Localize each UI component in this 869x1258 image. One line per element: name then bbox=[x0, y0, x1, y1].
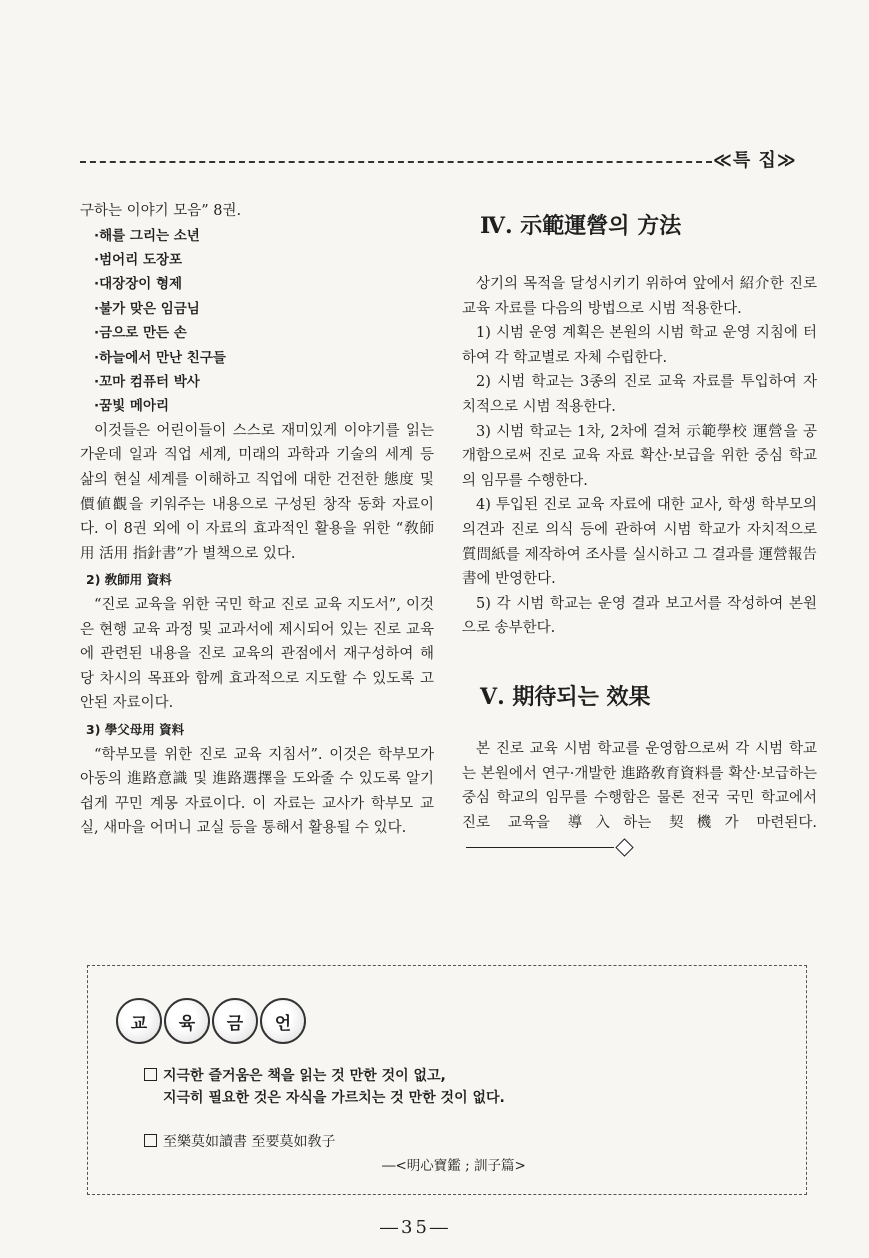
list-item: ·대장장이 형제 bbox=[94, 276, 183, 293]
list-item: ·꼬마 컴퓨터 박사 bbox=[94, 374, 200, 391]
paragraph: 상기의 목적을 달성시키기 위하여 앞에서 紹介한 진로 교육 자료를 다음의 방법으로 시범 적용한다. bbox=[462, 276, 817, 317]
bubble-2: 육 bbox=[164, 998, 210, 1044]
bubble-4: 언 bbox=[260, 998, 306, 1044]
paragraph: “진로 교육을 위한 국민 학교 진로 교육 지도서”, 이것은 현행 교육 과정 및 교과서에 제시되어 있는 진로 교육에 관련된 내용을 진로 교육의 관점에서 재구성하여 해당 차시의 목표와 함께 효과적으로 지도할 수 있도록 고안된 자료이다. bbox=[80, 597, 434, 712]
korean-quote bbox=[144, 1065, 505, 1109]
section-title-5: Ⅴ. 期待되는 效果 bbox=[480, 683, 651, 710]
subheading-parent: 3) 學父母用 資料 bbox=[86, 721, 185, 737]
list-item: ·금으로 만든 손 bbox=[94, 325, 187, 342]
quote-line-1: 지극한 즐거움은 책을 읽는 것 만한 것이 없고, bbox=[163, 1068, 446, 1084]
header-dashed-rule bbox=[80, 161, 712, 163]
list-item: ·하늘에서 만난 친구들 bbox=[94, 349, 226, 366]
section-label: ≪특 집≫ bbox=[713, 150, 797, 171]
page-number: ―35― bbox=[380, 1217, 451, 1238]
bubble-1: 교 bbox=[116, 998, 162, 1044]
hanja-text: 至樂莫如讀書 至要莫如敎子 bbox=[163, 1134, 336, 1150]
end-diamond-icon bbox=[615, 838, 633, 856]
paragraph bbox=[462, 737, 817, 860]
list-item: 5) 각 시범 학교는 운영 결과 보고서를 작성하여 본원으로 송부한다. bbox=[462, 595, 817, 637]
paragraph: “학부모를 위한 진로 교육 지침서”. 이것은 학부모가 아동의 進路意識 및 進路選擇을 도와줄 수 있도록 알기 쉽게 꾸민 계몽 자료이다. 이 자료는 교사가 학부모 교실, 새마을 어머니 교실 등을 통해서 활용될 수 있다. bbox=[80, 746, 434, 837]
list-item: 4) 투입된 진로 교육 자료에 대한 교사, 학생 학부모의 의견과 진로 의식 등에 관하여 시범 학교가 자치적으로 質問紙를 제작하여 조사를 실시하고 그 결과를 運營報告書에 반영한다. bbox=[462, 497, 817, 588]
list-item: 3) 시범 학교는 1차, 2차에 걸쳐 示範學校 運營을 공개함으로써 진로 교육 자료 확산·보급을 위한 중심 학교의 임무를 수행한다. bbox=[462, 423, 817, 489]
left-column bbox=[80, 199, 434, 841]
bubble-row bbox=[116, 998, 308, 1044]
quote-line-2: 지극히 필요한 것은 자식을 가르치는 것 만한 것이 없다. bbox=[163, 1090, 505, 1106]
list-item: ·꿈빛 메아리 bbox=[94, 398, 170, 415]
intro-line: 구하는 이야기 모음” 8권. bbox=[80, 203, 242, 219]
list-item: 1) 시범 운영 계획은 본원의 시범 학교 운영 지침에 터하여 각 학교별로 자체 수립한다. bbox=[462, 325, 817, 366]
paragraph-text: 본 진로 교육 시범 학교를 운영함으로써 각 시범 학교는 본원에서 연구·개발한 進路敎育資料를 확산·보급하는 중심 학교의 임무를 수행함은 물론 전국 국민 학교에서 진로 교육을 導入하는 契機가 마련된다. bbox=[462, 740, 817, 831]
end-rule bbox=[466, 847, 614, 848]
hanja-quote bbox=[144, 1131, 335, 1153]
list-item: ·해를 그리는 소년 bbox=[94, 227, 200, 244]
paragraph: 이것들은 어린이들이 스스로 재미있게 이야기를 읽는 가운데 일과 직업 세계, 미래의 과학과 기술의 세계 등 삶의 현실 세계를 이해하고 직업에 대한 건전한 態度 및 價値觀을 키워주는 내용으로 구성된 창작 동화 자료이다. 이 8권 외에 이 자료의 효과적인 활용을 위한 “敎師用 活用 指針書”가 별책으로 있다. bbox=[80, 422, 434, 562]
right-column bbox=[462, 212, 817, 860]
section-title-4: Ⅳ. 示範運營의 方法 bbox=[480, 213, 682, 239]
subheading-teacher: 2) 敎師用 資料 bbox=[86, 572, 172, 588]
list-item: 2) 시범 학교는 3종의 진로 교육 자료를 투입하여 자치적으로 시범 적용한다. bbox=[462, 374, 817, 415]
list-item: ·범어리 도장포 bbox=[94, 252, 183, 268]
list-item: ·불가 맞은 임금님 bbox=[94, 300, 200, 317]
bubble-3: 금 bbox=[212, 998, 258, 1044]
quote-source: ―<明心寶鑑 ; 訓子篇> bbox=[382, 1158, 526, 1174]
story-list bbox=[80, 224, 434, 419]
square-bullet-icon bbox=[144, 1134, 157, 1147]
quote-box bbox=[87, 965, 807, 1195]
square-bullet-icon bbox=[144, 1068, 157, 1081]
